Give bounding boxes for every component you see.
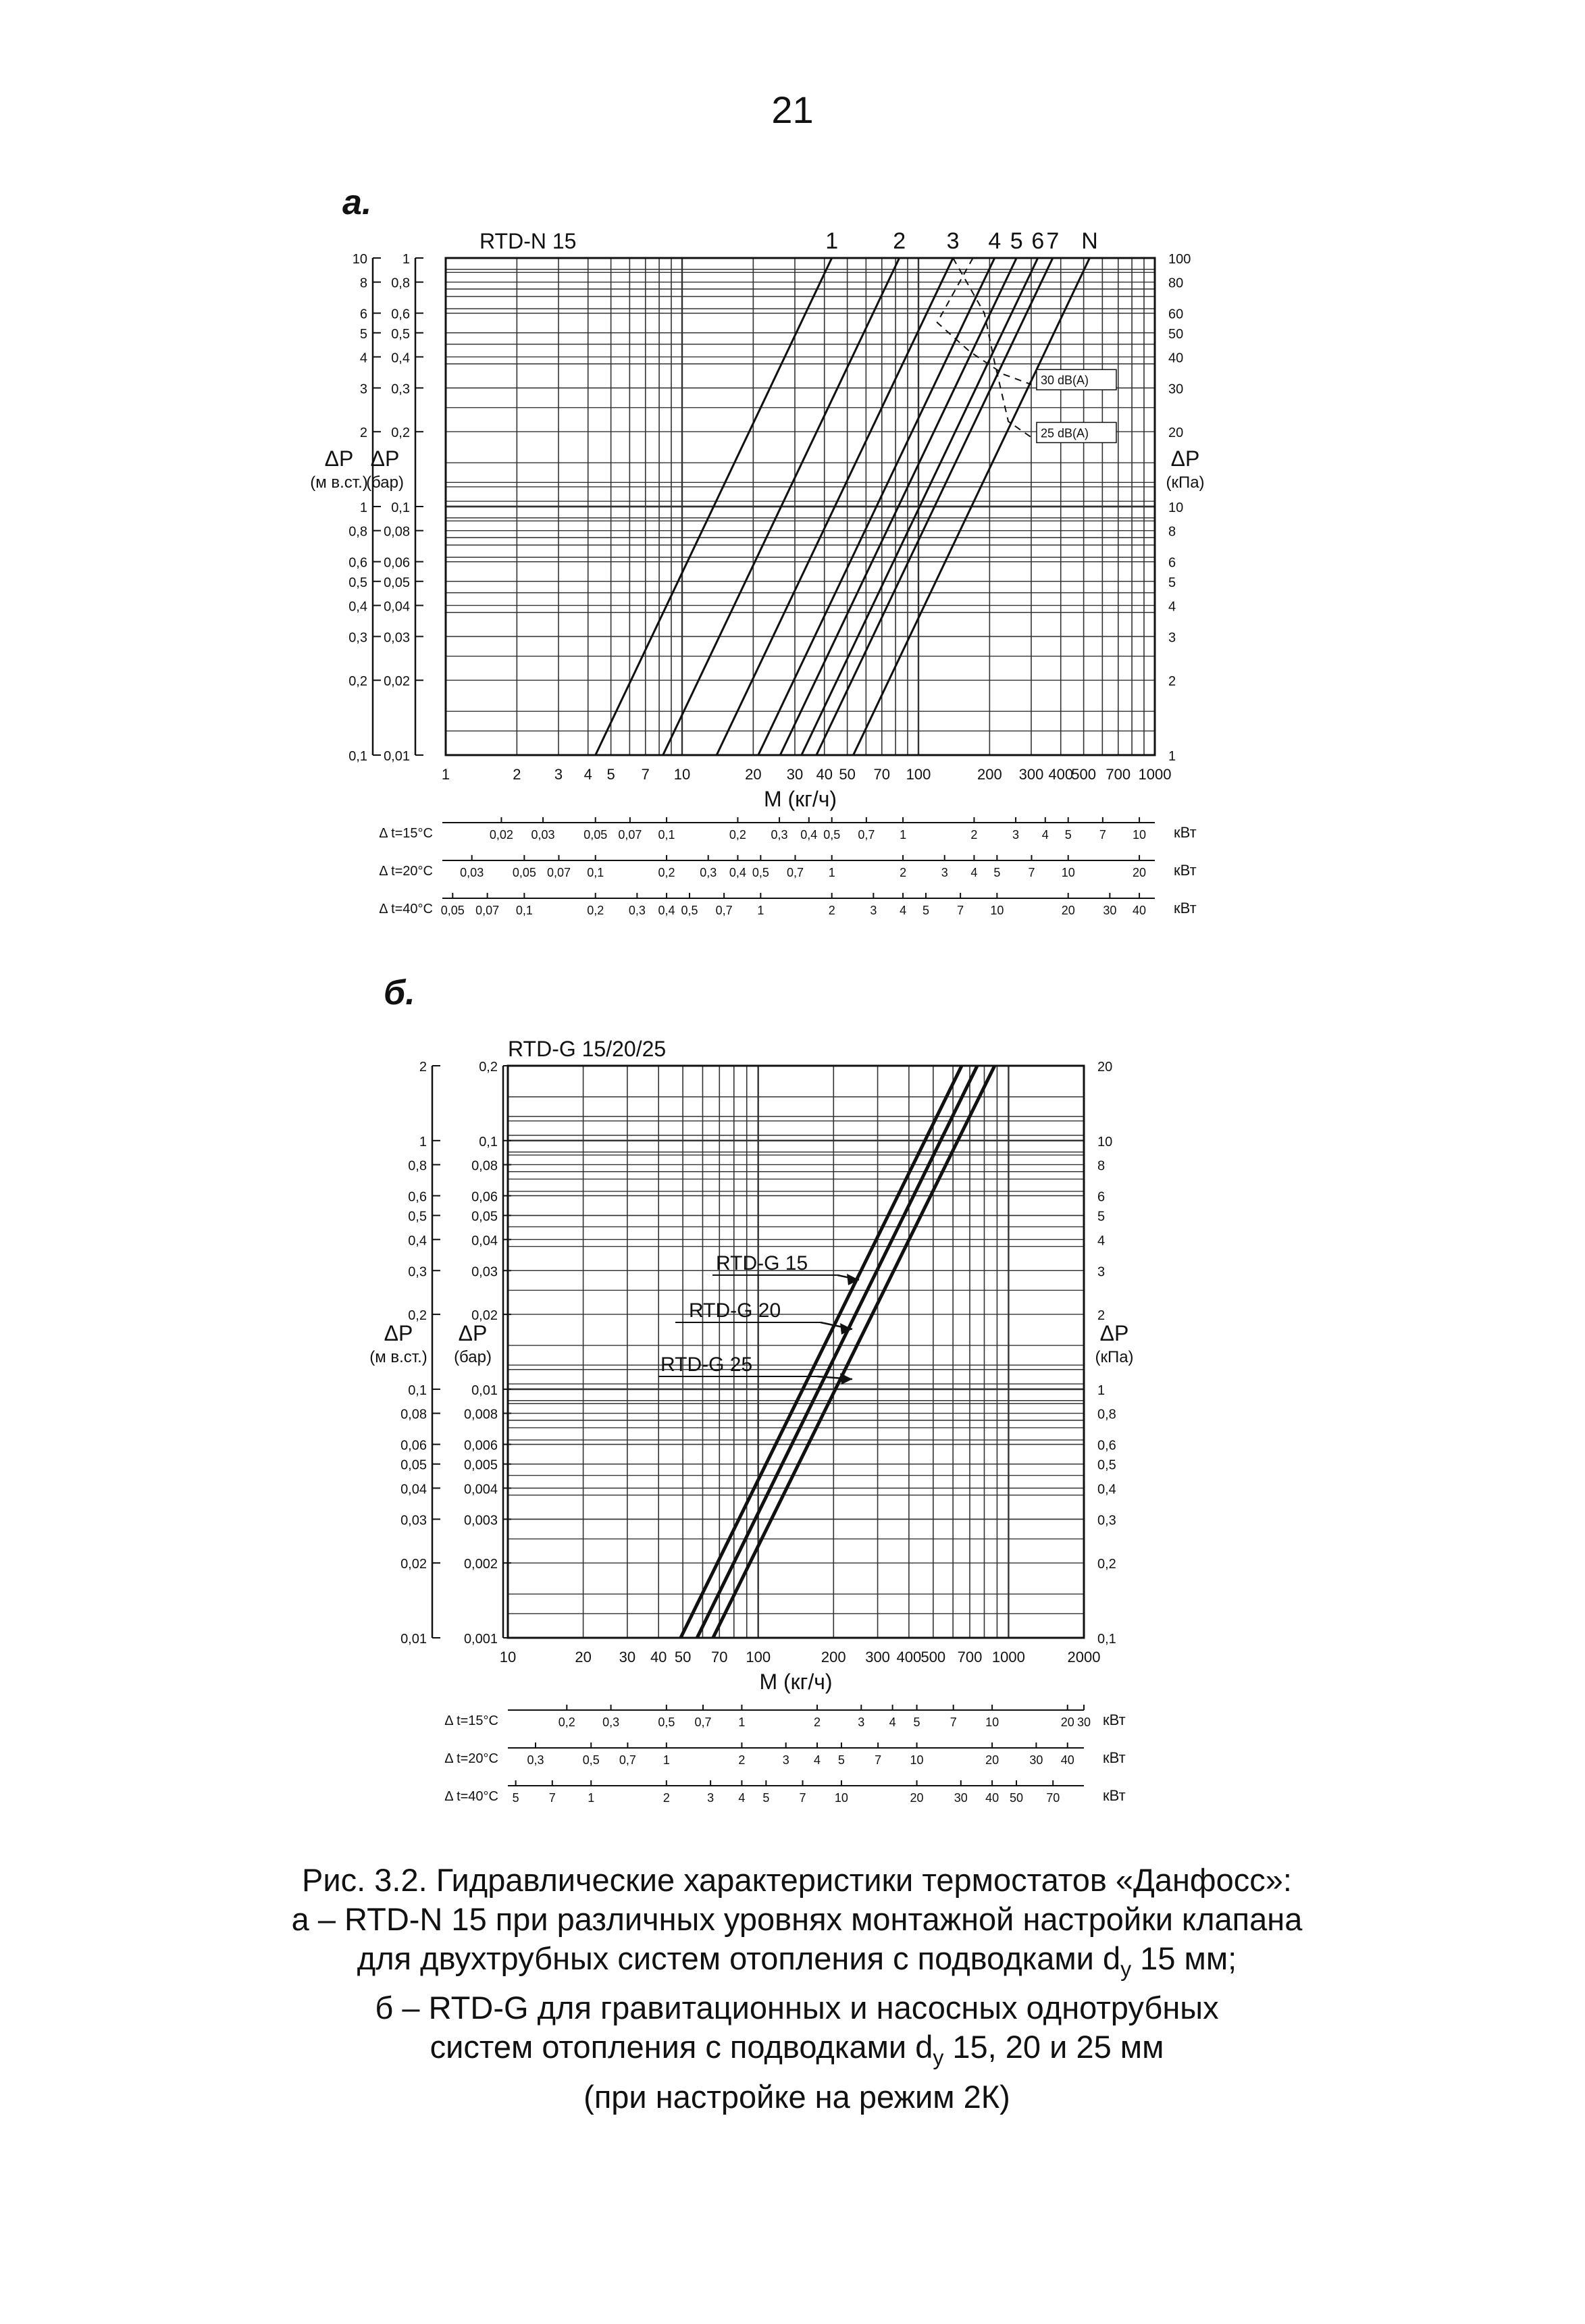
power-tick-label: 0,07: [546, 866, 571, 879]
caption-line-5: [203, 2028, 1391, 2077]
y-left-outer-tick-label: 0,02: [400, 1557, 427, 1572]
y-right-tick-label: 30: [1168, 382, 1184, 397]
y-left-inner-tick-label: 0,01: [471, 1383, 498, 1398]
x-tick-label: 20: [575, 1649, 592, 1665]
x-tick-label: 10: [499, 1649, 517, 1665]
caption-line-1: Рис. 3.2. Гидравлические характеристики термостатов «Данфосс»:: [302, 1862, 1292, 1898]
caption-line-5-sub: у: [933, 2045, 944, 2070]
y-left-inner-tick-label: 0,02: [471, 1308, 498, 1324]
power-tick-label: 0,7: [619, 1753, 636, 1767]
x-tick-label: 40: [650, 1649, 667, 1665]
power-tick-label: 3: [941, 866, 948, 879]
x-tick-label: 50: [674, 1649, 692, 1665]
series-label: N: [1081, 228, 1098, 254]
series-label: 1: [825, 228, 839, 254]
x-axis-label: M (кг/ч): [763, 787, 837, 811]
y-left-inner-tick-label: 0,02: [384, 674, 410, 690]
x-tick-label: 300: [865, 1649, 890, 1665]
y-right-tick-label: 10: [1097, 1134, 1113, 1150]
power-tick-label: 0,2: [587, 904, 604, 917]
x-tick-label: 1000: [991, 1649, 1025, 1665]
power-tick-label: 0,5: [582, 1753, 600, 1767]
figure-caption: [203, 1861, 1391, 2117]
y-right-tick-label: 4: [1168, 599, 1176, 615]
y-left-inner-tick-label: 1: [402, 252, 410, 267]
y-left-inner-tick-label: 0,04: [384, 599, 410, 615]
y-right-tick-label: 1: [1097, 1383, 1106, 1398]
page-number: 21: [771, 88, 814, 131]
x-tick-label: 30: [619, 1649, 636, 1665]
power-tick-label: 7: [1099, 828, 1106, 842]
power-tick-label: 20: [1061, 904, 1075, 917]
y-left-inner-tick-label: 0,4: [391, 351, 410, 366]
series-label: 4: [988, 228, 1002, 254]
y-left-outer-tick-label: 0,5: [348, 575, 367, 590]
y-left-inner-tick-label: 0,08: [384, 524, 410, 540]
power-tick-label: 3: [782, 1753, 789, 1767]
power-tick-label: 0,4: [800, 828, 818, 842]
power-tick-label: 0,2: [658, 866, 675, 879]
power-tick-label: 2: [900, 866, 907, 879]
x-axis-label: M (кг/ч): [759, 1670, 833, 1694]
power-tick-label: 0,2: [729, 828, 746, 842]
y-left-inner-tick-label: 0,5: [391, 326, 410, 342]
power-tick-label: 1: [588, 1791, 595, 1805]
power-tick-label: 3: [707, 1791, 714, 1805]
power-scale-label: Δ t=20°C: [444, 1751, 498, 1766]
x-tick-label: 1: [441, 766, 450, 783]
caption-line-3b: 15 мм;: [1131, 1940, 1237, 1976]
y-left-inner-tick-label: 0,1: [479, 1134, 498, 1150]
y-left-inner-tick-label: 0,08: [471, 1158, 498, 1174]
power-scale-unit: кВт: [1103, 1787, 1126, 1804]
power-scale-label: Δ t=20°C: [379, 864, 433, 879]
power-tick-label: 0,07: [618, 828, 642, 842]
power-tick-label: 2: [662, 1791, 670, 1805]
power-tick-label: 40: [1060, 1753, 1074, 1767]
y-left-outer-tick-label: 0,2: [348, 674, 367, 690]
power-tick-label: 30: [1029, 1753, 1043, 1767]
y-right-axis-label: ΔP: [1170, 446, 1200, 471]
power-tick-label: 0,1: [515, 904, 533, 917]
x-tick-label: 500: [1071, 766, 1096, 783]
power-tick-label: 1: [900, 828, 907, 842]
caption-line-4: б – RTD-G для гравитационных и насосных однотрубных: [375, 1990, 1219, 2026]
x-tick-label: 700: [1106, 766, 1131, 783]
series-callout-label: RTD-G 20: [689, 1299, 781, 1322]
y-left-outer-tick-label: 2: [419, 1060, 427, 1075]
panel-label-b: б.: [384, 973, 415, 1012]
y-left-outer-tick-label: 3: [359, 382, 367, 397]
y-left-inner-tick-label: 0,05: [471, 1209, 498, 1224]
y-right-tick-label: 60: [1168, 307, 1184, 322]
y-right-tick-label: 6: [1097, 1189, 1106, 1205]
y-left-inner-tick-label: 0,01: [384, 749, 410, 764]
series-callout-label: RTD-G 25: [660, 1353, 753, 1376]
y-left-outer-tick-label: 0,5: [408, 1209, 427, 1224]
y-right-tick-label: 2: [1097, 1308, 1106, 1324]
x-tick-label: 30: [786, 766, 804, 783]
series-label: 7: [1046, 228, 1060, 254]
y-left-inner-tick-label: 0,04: [471, 1233, 498, 1249]
y-right-tick-label: 0,4: [1097, 1482, 1116, 1497]
power-tick-label: 7: [799, 1791, 806, 1805]
y-left-outer-tick-label: 0,05: [400, 1457, 427, 1473]
x-tick-label: 200: [821, 1649, 846, 1665]
power-tick-label: 5: [762, 1791, 770, 1805]
power-tick-label: 4: [889, 1715, 896, 1729]
y-right-tick-label: 6: [1168, 555, 1176, 571]
x-tick-label: 200: [977, 766, 1002, 783]
y-left-inner-tick-label: 0,002: [463, 1557, 498, 1572]
y-right-axis-label: (кПа): [1166, 473, 1205, 492]
power-tick-label: 0,05: [440, 904, 465, 917]
power-tick-label: 0,05: [583, 828, 608, 842]
y-right-axis-label: (кПа): [1095, 1348, 1134, 1366]
y-left-outer-tick-label: 1: [419, 1134, 427, 1150]
power-tick-label: 0,3: [628, 904, 646, 917]
power-scale-label: Δ t=40°C: [379, 902, 433, 916]
power-tick-label: 1: [738, 1715, 746, 1729]
x-tick-label: 20: [745, 766, 762, 783]
x-tick-label: 40: [816, 766, 833, 783]
power-tick-label: 5: [1064, 828, 1072, 842]
power-tick-label: 20: [910, 1791, 924, 1805]
power-tick-label: 7: [950, 1715, 957, 1729]
power-scale-unit: кВт: [1174, 862, 1197, 879]
power-tick-label: 4: [738, 1791, 746, 1805]
arrow-head: [840, 1373, 852, 1385]
y-right-tick-label: 0,2: [1097, 1557, 1116, 1572]
power-scale-label: Δ t=15°C: [379, 826, 433, 841]
y-left-inner-tick-label: 0,8: [391, 276, 410, 291]
y-left-inner-tick-label: 0,005: [463, 1457, 498, 1473]
y-right-tick-label: 3: [1168, 630, 1176, 646]
caption-line-5b: 15, 20 и 25 мм: [943, 2029, 1164, 2065]
power-tick-label: 70: [1046, 1791, 1060, 1805]
power-tick-label: 40: [985, 1791, 999, 1805]
y-left-outer-tick-label: 0,6: [348, 555, 367, 571]
x-tick-label: 400: [1048, 766, 1074, 783]
series-callout-label: RTD-G 15: [716, 1252, 808, 1274]
power-tick-label: 0,03: [460, 866, 484, 879]
power-scale-label: Δ t=15°C: [444, 1713, 498, 1728]
power-tick-label: 0,2: [558, 1715, 575, 1729]
y-left-inner-tick-label: 0,004: [463, 1482, 498, 1497]
y-left-inner-tick-label: 0,003: [463, 1513, 498, 1528]
y-left-outer-tick-label: 4: [359, 351, 367, 366]
y-left-inner-tick-label: 0,03: [471, 1264, 498, 1280]
y-left-outer-tick-label: 0,2: [408, 1308, 427, 1324]
y-left-outer-axis-label: (м в.ст.): [369, 1348, 427, 1366]
x-tick-label: 3: [554, 766, 563, 783]
x-tick-label: 500: [920, 1649, 946, 1665]
power-tick-label: 2: [970, 828, 978, 842]
x-tick-label: 50: [839, 766, 856, 783]
power-tick-label: 0,03: [531, 828, 555, 842]
x-tick-label: 700: [957, 1649, 983, 1665]
power-tick-label: 7: [875, 1753, 882, 1767]
series-label: 5: [1010, 228, 1023, 254]
y-left-outer-tick-label: 6: [359, 307, 367, 322]
chart-title: RTD-G 15/20/25: [508, 1037, 667, 1061]
x-tick-label: 400: [896, 1649, 922, 1665]
y-right-tick-label: 20: [1097, 1060, 1113, 1075]
power-tick-label: 7: [957, 904, 964, 917]
y-left-inner-tick-label: 0,3: [391, 382, 410, 397]
caption-line-2: а – RTD-N 15 при различных уровнях монтажной настройки клапана: [291, 1901, 1303, 1937]
power-tick-label: 30: [954, 1791, 968, 1805]
y-left-inner-tick-label: 0,06: [471, 1189, 498, 1205]
power-tick-label: 4: [970, 866, 978, 879]
y-left-inner-tick-label: 0,2: [479, 1060, 498, 1075]
power-tick-label: 0,5: [681, 904, 698, 917]
y-left-outer-tick-label: 0,03: [400, 1513, 427, 1528]
power-tick-label: 0,02: [489, 828, 513, 842]
y-left-outer-tick-label: 0,08: [400, 1407, 427, 1422]
power-tick-label: 3: [858, 1715, 865, 1729]
y-left-inner-tick-label: 0,6: [391, 307, 410, 322]
x-tick-label: 2: [513, 766, 521, 783]
power-scale-unit: кВт: [1103, 1749, 1126, 1766]
y-left-inner-tick-label: 0,1: [391, 500, 410, 515]
y-left-outer-axis-label: ΔP: [384, 1321, 413, 1345]
y-right-tick-label: 5: [1097, 1209, 1106, 1224]
y-right-tick-label: 50: [1168, 326, 1184, 342]
y-left-outer-tick-label: 8: [359, 276, 367, 291]
caption-line-6: (при настройке на режим 2К): [583, 2078, 1010, 2115]
y-right-tick-label: 2: [1168, 674, 1176, 690]
y-left-outer-tick-label: 0,4: [348, 599, 367, 615]
power-tick-label: 1: [757, 904, 764, 917]
x-tick-label: 300: [1018, 766, 1044, 783]
power-tick-label: 0,3: [602, 1715, 620, 1729]
y-left-outer-tick-label: 0,3: [348, 630, 367, 646]
power-tick-label: 50: [1010, 1791, 1024, 1805]
power-scale-unit: кВт: [1174, 900, 1197, 916]
y-left-inner-tick-label: 0,05: [384, 575, 410, 590]
power-tick-label: 40: [1133, 904, 1147, 917]
power-tick-label: 0,5: [658, 1715, 675, 1729]
x-tick-label: 1000: [1138, 766, 1172, 783]
noise-curve-label: 30 dB(A): [1040, 373, 1089, 388]
y-left-outer-tick-label: 0,1: [408, 1383, 427, 1398]
y-left-outer-tick-label: 10: [352, 252, 367, 267]
y-left-outer-tick-label: 2: [359, 425, 367, 441]
power-tick-label: 5: [922, 904, 930, 917]
power-tick-label: 30: [1103, 904, 1117, 917]
y-right-tick-label: 0,8: [1097, 1407, 1116, 1422]
x-tick-label: 5: [606, 766, 615, 783]
x-tick-label: 4: [583, 766, 592, 783]
power-scale-label: Δ t=40°C: [444, 1789, 498, 1804]
y-right-tick-label: 8: [1168, 524, 1176, 540]
y-right-tick-label: 80: [1168, 276, 1184, 291]
y-right-tick-label: 0,5: [1097, 1457, 1116, 1473]
y-left-inner-tick-label: 0,06: [384, 555, 410, 571]
series-label: 6: [1031, 228, 1045, 254]
power-tick-label: 10: [834, 1791, 848, 1805]
y-left-outer-axis-label: ΔP: [324, 446, 354, 471]
caption-line-3: [203, 1939, 1391, 1988]
x-tick-label: 70: [711, 1649, 728, 1665]
x-tick-label: 70: [873, 766, 891, 783]
y-right-tick-label: 5: [1168, 575, 1176, 590]
power-tick-label: 5: [512, 1791, 519, 1805]
power-tick-label: 0,5: [752, 866, 769, 879]
power-tick-label: 1: [662, 1753, 670, 1767]
power-tick-label: 3: [1012, 828, 1020, 842]
power-tick-label: 7: [548, 1791, 556, 1805]
power-tick-label: 10: [990, 904, 1004, 917]
power-tick-label: 0,7: [786, 866, 804, 879]
power-tick-label: 4: [1041, 828, 1049, 842]
power-tick-label: 10: [910, 1753, 924, 1767]
power-tick-label: 0,5: [823, 828, 841, 842]
power-tick-label: 5: [993, 866, 1001, 879]
power-tick-label: 0,4: [658, 904, 675, 917]
y-right-tick-label: 0,1: [1097, 1632, 1116, 1647]
y-right-tick-label: 0,3: [1097, 1513, 1116, 1528]
power-tick-label: 20: [985, 1753, 999, 1767]
y-right-tick-label: 1: [1168, 749, 1176, 764]
series-label: 3: [946, 228, 960, 254]
y-left-outer-tick-label: 0,6: [408, 1189, 427, 1205]
x-tick-label: 7: [641, 766, 650, 783]
y-left-outer-tick-label: 0,4: [408, 1233, 427, 1249]
caption-line-3-sub: у: [1120, 1957, 1132, 1982]
x-tick-label: 10: [673, 766, 691, 783]
power-tick-label: 2: [738, 1753, 746, 1767]
power-tick-label: 10: [1061, 866, 1075, 879]
y-right-tick-label: 10: [1168, 500, 1184, 515]
y-right-tick-label: 8: [1097, 1158, 1106, 1174]
caption-line-3a: для двухтрубных систем отопления с подводками d: [357, 1940, 1121, 1976]
y-left-inner-tick-label: 0,2: [391, 425, 410, 441]
power-tick-label: 1: [828, 866, 835, 879]
x-tick-label: 100: [746, 1649, 771, 1665]
y-left-outer-tick-label: 0,04: [400, 1482, 427, 1497]
panel-label-a: а.: [342, 183, 372, 222]
power-tick-label: 0,07: [475, 904, 500, 917]
y-right-tick-label: 4: [1097, 1233, 1106, 1249]
power-tick-label: 0,7: [715, 904, 733, 917]
power-tick-label: 2: [828, 904, 835, 917]
y-right-tick-label: 100: [1168, 252, 1191, 267]
y-right-tick-label: 0,6: [1097, 1438, 1116, 1453]
power-tick-label: 0,3: [527, 1753, 544, 1767]
power-tick-label: 5: [913, 1715, 920, 1729]
power-tick-label: 2: [814, 1715, 821, 1729]
power-tick-label: 4: [900, 904, 907, 917]
y-left-inner-axis-label: ΔP: [370, 446, 400, 471]
y-right-axis-label: ΔP: [1099, 1321, 1129, 1345]
y-left-outer-tick-label: 5: [359, 326, 367, 342]
power-tick-label: 20: [1133, 866, 1147, 879]
y-right-tick-label: 40: [1168, 351, 1184, 366]
power-tick-label: 0,3: [700, 866, 717, 879]
power-tick-label: 10: [985, 1715, 999, 1729]
power-tick-label: 0,05: [512, 866, 536, 879]
y-left-outer-tick-label: 0,06: [400, 1438, 427, 1453]
power-tick-label: 0,3: [771, 828, 788, 842]
y-right-tick-label: 3: [1097, 1264, 1106, 1280]
y-left-inner-tick-label: 0,03: [384, 630, 410, 646]
x-tick-label: 2000: [1067, 1649, 1101, 1665]
power-tick-label: 3: [870, 904, 877, 917]
x-tick-label: 100: [906, 766, 931, 783]
y-left-outer-tick-label: 0,1: [348, 749, 367, 764]
y-left-outer-tick-label: 1: [359, 500, 367, 515]
power-tick-label: 0,1: [658, 828, 675, 842]
y-left-inner-tick-label: 0,008: [463, 1407, 498, 1422]
power-tick-label: 20: [1060, 1715, 1074, 1729]
y-left-inner-axis-label: (бар): [454, 1348, 492, 1366]
power-tick-label: 7: [1028, 866, 1035, 879]
y-right-tick-label: 20: [1168, 425, 1184, 441]
y-left-inner-axis-label: ΔP: [458, 1321, 488, 1345]
series-label: 2: [893, 228, 906, 254]
power-scale-unit: кВт: [1103, 1711, 1126, 1728]
power-tick-label: 0,7: [858, 828, 875, 842]
caption-line-5a: систем отопления с подводками d: [430, 2029, 933, 2065]
power-tick-label: 0,7: [694, 1715, 712, 1729]
y-left-outer-axis-label: (м в.ст.): [310, 473, 368, 492]
y-left-inner-tick-label: 0,006: [463, 1438, 498, 1453]
power-tick-label: 10: [1133, 828, 1147, 842]
power-tick-label: 0,1: [587, 866, 604, 879]
power-tick-label: 0,4: [729, 866, 746, 879]
y-left-inner-axis-label: (бар): [366, 473, 404, 492]
chart-title: RTD-N 15: [479, 229, 577, 253]
noise-curve-label: 25 dB(A): [1040, 426, 1089, 440]
power-scale-unit: кВт: [1174, 824, 1197, 841]
y-left-outer-tick-label: 0,8: [348, 524, 367, 540]
power-tick-label: 4: [814, 1753, 821, 1767]
y-left-outer-tick-label: 0,01: [400, 1632, 427, 1647]
power-tick-label: 30: [1076, 1715, 1091, 1729]
y-left-outer-tick-label: 0,8: [408, 1158, 427, 1174]
y-left-inner-tick-label: 0,001: [463, 1632, 498, 1647]
y-left-outer-tick-label: 0,3: [408, 1264, 427, 1280]
power-tick-label: 5: [837, 1753, 845, 1767]
